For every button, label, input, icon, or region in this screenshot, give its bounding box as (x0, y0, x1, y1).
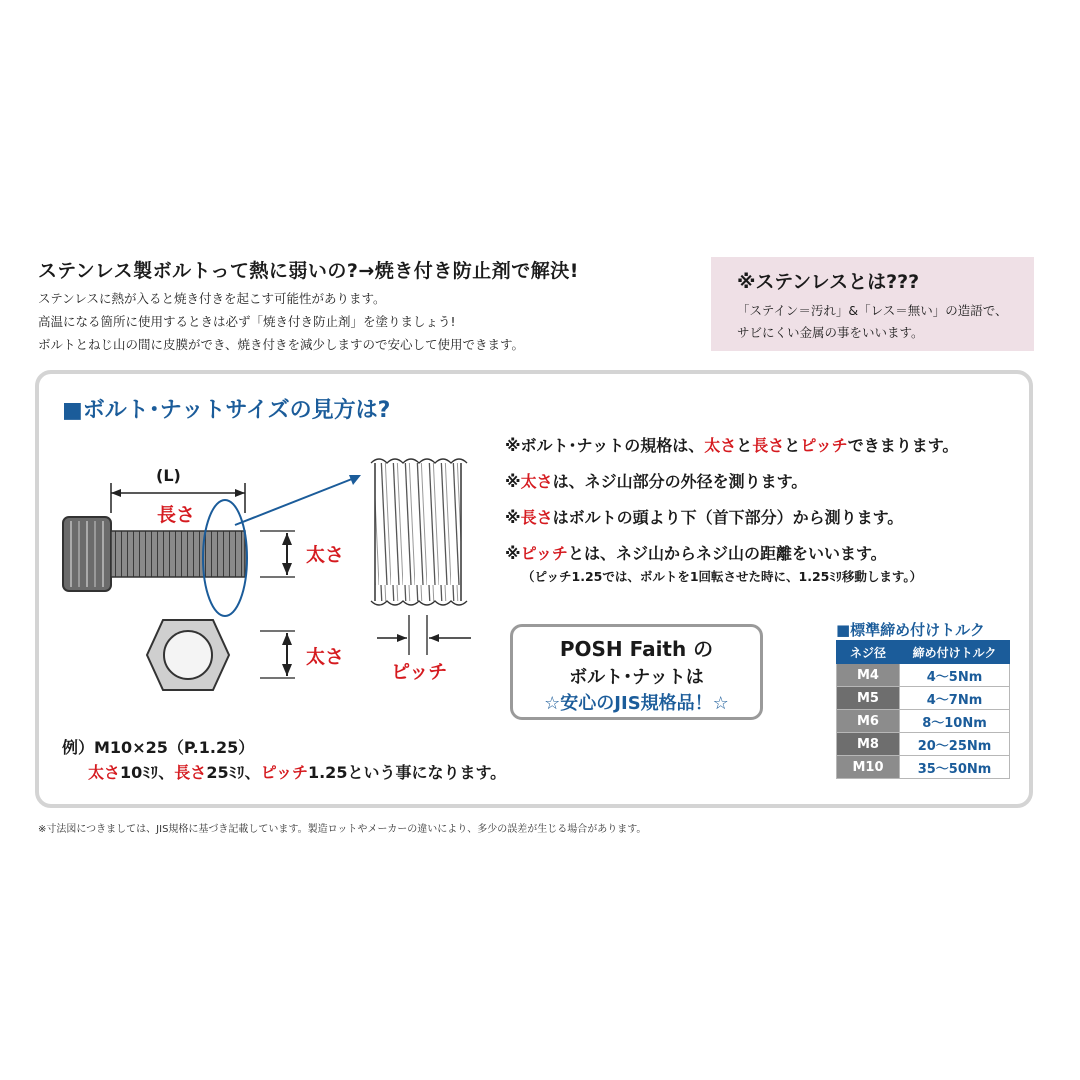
table-row (837, 733, 1010, 756)
torque-cell: 4～7Nm (900, 687, 1010, 710)
footnote: ※寸法図につきましては、JIS規格に基づき記載しています。製造ロットやメーカーの違いにより、多少の誤差が生じる場合があります。 (38, 824, 647, 835)
stainless-info-line-2: サビにくい金属の事をいいます。 (737, 325, 924, 340)
length-label: 長さ (157, 504, 196, 526)
note-thickness-b: 太さ (520, 472, 553, 491)
note-spec-length: 長さ (752, 436, 785, 455)
torque-cell: 8～10Nm (900, 710, 1010, 733)
size-guide-title (62, 393, 390, 424)
torque-cell: 20～25Nm (900, 733, 1010, 756)
screw-size-cell: M10 (837, 756, 900, 779)
torque-table-header (837, 641, 1010, 664)
length-l-label: (L) (156, 466, 181, 485)
bolt-thickness-dimension (260, 531, 295, 577)
note-length-a: ※ (505, 508, 521, 527)
torque-cell: 35～50Nm (900, 756, 1010, 779)
nut-thickness-label: 太さ (306, 646, 345, 668)
example-pitch: ピッチ (260, 763, 308, 782)
table-row (837, 664, 1010, 687)
torque-table (836, 640, 1010, 779)
intro-line-1: ステンレスに熱が入ると焼き付きを起こす可能性があります。 (38, 291, 386, 306)
intro-line-2: 高温になる箇所に使用するときは必ず「焼き付き防止剤」を塗りましょう! (38, 314, 456, 329)
posh-line-3: ☆安心のJIS規格品！☆ (544, 693, 729, 714)
screw-size-cell: M6 (837, 710, 900, 733)
pitch-label: ピッチ (391, 661, 448, 683)
stainless-info-box (711, 257, 1034, 351)
note-pitch-c: とは、ネジ山からネジ山の距離をいいます。 (567, 544, 887, 563)
nut-drawing (147, 620, 229, 690)
note-spec-e: と (784, 436, 801, 455)
example-title: 例）M10×25（P.1.25） (62, 738, 255, 757)
stainless-info-line-1: 「ステイン＝汚れ」&「レス＝無い」の造語で、 (737, 303, 1008, 318)
header-torque: 締め付けトルク (900, 641, 1010, 664)
nut-thickness-dimension (260, 631, 295, 678)
bolt-thickness-label: 太さ (306, 544, 345, 566)
intro-title: ステンレス製ボルトって熱に弱いの?→焼き付き防止剤で解決! (38, 260, 579, 282)
table-row (837, 710, 1010, 733)
intro-line-3: ボルトとねじ山の間に皮膜ができ、焼き付きを減少しますので安心して使用できます。 (38, 337, 525, 352)
example-length: 長さ (174, 763, 207, 782)
note-thickness-a: ※ (505, 472, 521, 491)
note-pitch (505, 541, 887, 564)
bolt-head-drawing (63, 517, 111, 591)
note-pitch-detail: （ピッチ1.25では、ボルトを1回転させた時に、1.25ﾐﾘ移動します。） (522, 569, 923, 584)
pitch-dimension (377, 615, 471, 655)
note-thickness (505, 469, 807, 492)
bolt-thread-drawing (111, 531, 245, 577)
posh-line-2: ボルト･ナットは (569, 667, 704, 688)
torque-table-title: ■標準締め付けトルク (836, 621, 985, 639)
note-thickness-c: は、ネジ山部分の外径を測ります。 (552, 472, 808, 491)
example-length-value: 25ﾐﾘ、 (206, 763, 261, 782)
note-spec-a: ※ボルト･ナットの規格は、 (505, 436, 705, 455)
note-spec-c: と (736, 436, 753, 455)
note-length-c: はボルトの頭より下（首下部分）から測ります。 (552, 508, 904, 527)
example-thickness: 太さ (88, 763, 121, 782)
screw-size-cell: M8 (837, 733, 900, 756)
header-screw-size: ネジ径 (837, 641, 900, 664)
table-row (837, 687, 1010, 710)
example-thickness-value: 10ﾐﾘ、 (120, 763, 175, 782)
example-detail (88, 760, 506, 783)
note-spec-thickness: 太さ (704, 436, 737, 455)
example-pitch-value: 1.25という事になります。 (307, 763, 507, 782)
stainless-info-title: ※ステンレスとは??? (737, 271, 920, 293)
note-spec-pitch: ピッチ (800, 436, 848, 455)
posh-line-1: POSH Faith の (559, 637, 714, 661)
table-row (837, 756, 1010, 779)
title-square-icon: ■ (62, 398, 83, 423)
zoom-pointer-line (235, 477, 357, 525)
screw-size-cell: M5 (837, 687, 900, 710)
note-spec (505, 433, 958, 456)
screw-size-cell: M4 (837, 664, 900, 687)
note-length (505, 505, 903, 528)
note-pitch-b: ピッチ (520, 544, 568, 563)
note-spec-g: できまります。 (847, 436, 959, 455)
note-pitch-a: ※ (505, 544, 521, 563)
size-guide-title-text: ボルト･ナットサイズの見方は? (82, 398, 391, 423)
enlarged-thread-drawing (371, 459, 467, 605)
posh-faith-badge (510, 624, 763, 720)
note-length-b: 長さ (520, 508, 553, 527)
torque-cell: 4～5Nm (900, 664, 1010, 687)
